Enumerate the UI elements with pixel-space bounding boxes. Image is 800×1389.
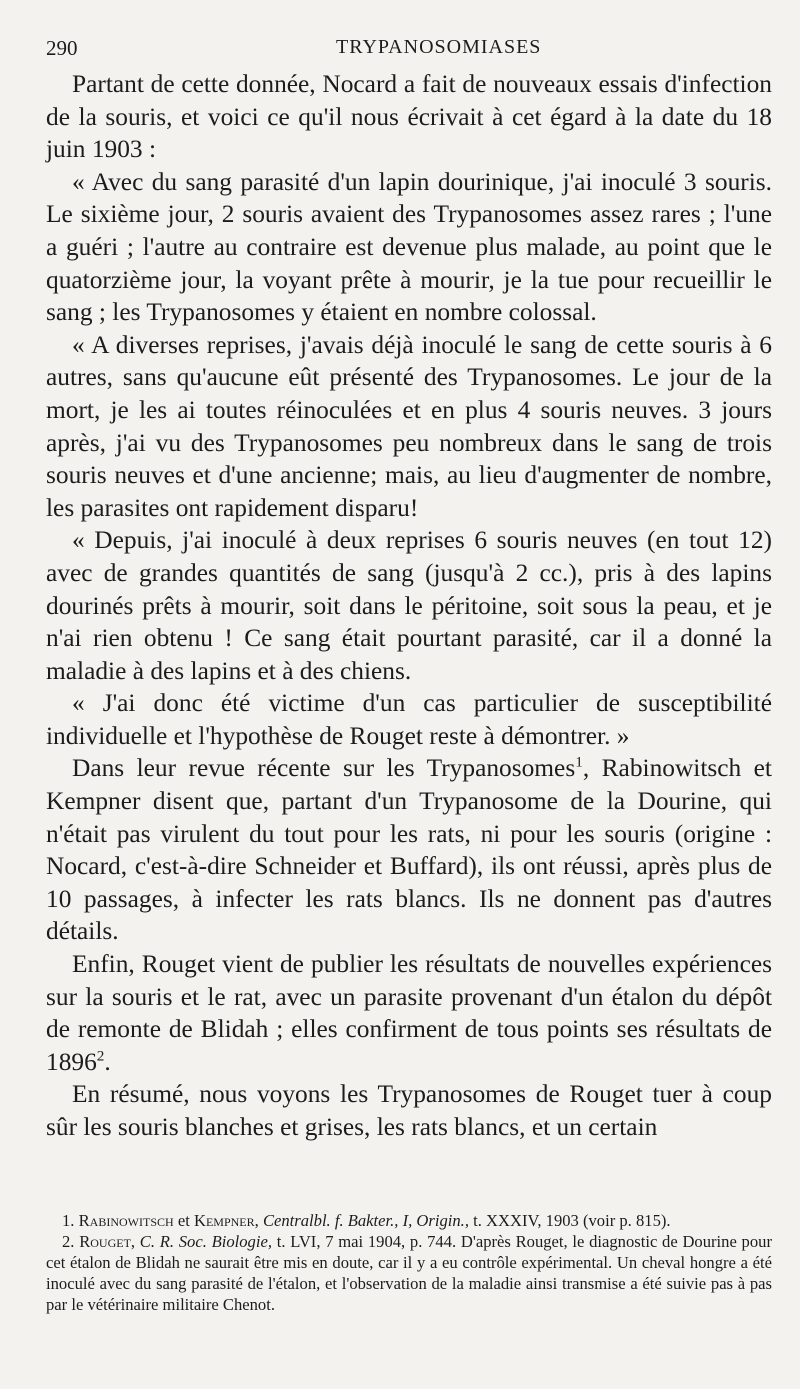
paragraph: « Depuis, j'ai inoculé à deux reprises 6 souris neuves (en tout 12) avec de grandes quantités de sang (jusqu'à 2 cc.), pris à des lapins dourinés prêts à mourir, soit dans le péritoine, soit sous la peau, et je n'ai rien obtenu ! Ce sang était pourtant parasité, car il a donné la maladie à des lapins et à des chiens.: [46, 526, 772, 685]
paragraph: Partant de cette donnée, Nocard a fait de nouveaux essais d'infection de la souris, et voici ce qu'il nous écrivait à cet égard à la date du 18 juin 1903 :: [46, 70, 772, 164]
footnote-author: Rabinowitsch: [78, 1211, 174, 1230]
footnote: [46, 1231, 772, 1315]
paragraph: « A diverses reprises, j'avais déjà inoculé le sang de cette souris à 6 autres, sans qu'aucune eût présenté des Trypanosomes. Le jour de la mort, je les ai toutes réinoculées et en plus 4 souris neuves. 3 jours après, j'ai vu des Trypanosomes peu nombreux dans le sang de trois souris neuves et d'une ancienne; mais, au lieu d'augmenter de nombre, les parasites ont rapidement disparu!: [46, 330, 772, 522]
page-header: [46, 36, 770, 66]
paragraph: [46, 948, 772, 1078]
paragraph-text: .: [104, 1047, 111, 1076]
paragraph: En résumé, nous voyons les Trypanosomes de Rouget tuer à coup sûr les souris blanches et grises, les rats blancs, et un certain: [46, 1080, 772, 1141]
paragraph: [46, 752, 772, 948]
paragraph-text: Dans leur revue récente sur les Trypanosomes: [72, 754, 576, 783]
footnote-ref: 2: [96, 1047, 105, 1065]
running-head: TRYPANOSOMIASES: [336, 36, 542, 58]
footnote-author: Kempner,: [193, 1211, 259, 1230]
page-number: 290: [46, 36, 78, 60]
footnote-text: t. XXXIV, 1903 (voir p. 815).: [473, 1211, 671, 1230]
footnote-text: t. LVI, 7 mai 1904, p. 744. D'après Rouget, le diagnostic de Dourine pour cet étalon de Blidah ne saurait être mis en doute, car il y a eu contrôle expérimental. Un cheval hongre a été inoculé avec du sang parasité de l'étalon, et l'observation de la maladie ainsi transmise a été suivie pas à pas par le vétérinaire militaire Chenot.: [46, 1232, 772, 1314]
footnote-author: Rouget,: [79, 1232, 136, 1251]
footnote-number: 2.: [62, 1232, 75, 1251]
body-text: [46, 68, 772, 1144]
footnotes: [46, 1210, 772, 1315]
paragraph-text: , Rabinowitsch et Kempner disent que, partant d'un Trypanosome de la Dourine, qui n'était pas virulent du tout pour les rats, ni pour les souris (origine : Nocard, c'est-à-dire Schneider et Buffard), ils ont réussi, après plus de 10 passages, à infecter les rats blancs. Ils ne donnent pas d'autres détails.: [46, 754, 772, 946]
paragraph: « Avec du sang parasité d'un lapin dourinique, j'ai inoculé 3 souris. Le sixième jour, 2 souris avaient des Trypanosomes assez rares ; l'une a guéri ; l'autre au contraire est devenue plus malade, au point que le quatorzième jour, la voyant prête à mourir, je la tue pour recueillir le sang ; les Trypanosomes y étaient en nombre colossal.: [46, 167, 772, 327]
footnote-journal: Centralbl. f. Bakter., I, Origin.,: [262, 1211, 469, 1230]
footnote-text: et: [177, 1211, 190, 1230]
paragraph-text: Enfin, Rouget vient de publier les résultats de nouvelles expériences sur la souris et le rat, avec un parasite provenant d'un étalon du dépôt de remonte de Blidah ; elles confirment de tous points ses résultats de 1896: [46, 950, 772, 1076]
footnote-journal: C. R. Soc. Biologie,: [139, 1232, 272, 1251]
footnote-number: 1.: [62, 1211, 75, 1230]
footnote-ref: 1: [575, 754, 583, 771]
footnote: [46, 1210, 772, 1231]
paragraph: « J'ai donc été victime d'un cas particulier de susceptibilité individuelle et l'hypothèse de Rouget reste à démontrer. »: [46, 689, 772, 750]
